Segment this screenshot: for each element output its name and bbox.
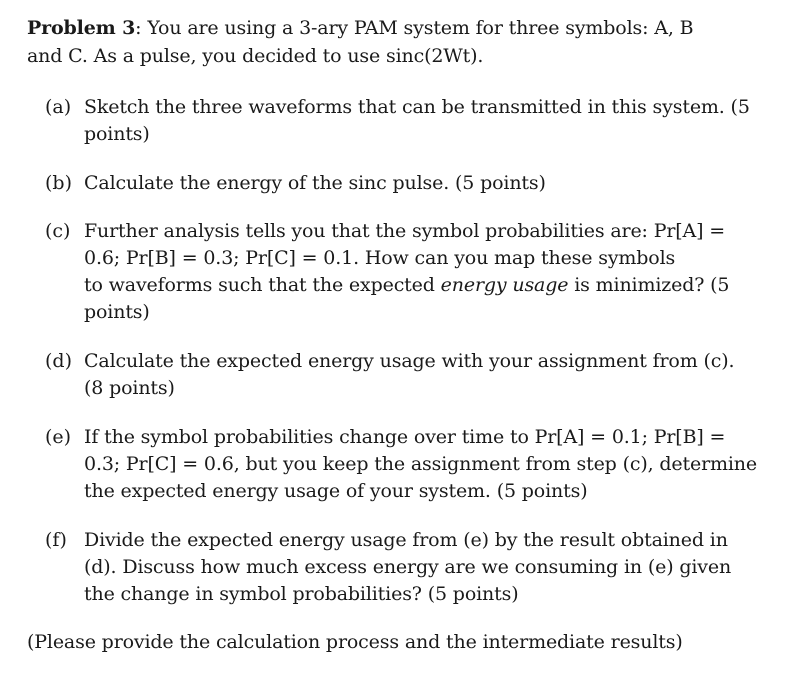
part-a-line-1: Sketch the three waveforms that can be transmitted in this system. (5: [84, 96, 750, 118]
part-e-label: (e): [45, 426, 72, 448]
part-c-label: (c): [45, 220, 71, 242]
part-c-line-3-start: to waveforms such that the expected: [84, 274, 435, 296]
part-f-line-3: the change in symbol probabilities? (5 points): [84, 583, 519, 605]
part-c-emphasis: energy usage: [440, 274, 569, 296]
part-a-line-2: points): [84, 123, 150, 145]
part-d-line-2: (8 points): [84, 377, 175, 399]
problem-title: Problem 3: [27, 17, 136, 39]
part-e-line-3: the expected energy usage of your system. (5 points): [84, 480, 588, 502]
problem-title-colon: :: [135, 17, 142, 39]
part-e-line-1: If the symbol probabilities change over time to Pr[A] = 0.1; Pr[B] =: [84, 426, 726, 448]
part-b-label: (b): [45, 172, 72, 194]
problem-intro-line-2: and C. As a pulse, you decided to use sinc(2Wt).: [27, 45, 484, 67]
part-c-line-4: points): [84, 301, 150, 323]
part-a-label: (a): [45, 96, 72, 118]
part-f-line-1: Divide the expected energy usage from (e) by the result obtained in: [84, 529, 728, 551]
part-d-label: (d): [45, 350, 72, 372]
part-c-line-1: Further analysis tells you that the symbol probabilities are: Pr[A] =: [84, 220, 726, 242]
problem-header: [27, 16, 693, 40]
part-d-line-1: Calculate the expected energy usage with your assignment from (c).: [84, 350, 735, 372]
part-c-line-3: [84, 273, 729, 297]
part-f-label: (f): [45, 529, 67, 551]
part-f-line-2: (d). Discuss how much excess energy are we consuming in (e) given: [84, 556, 732, 578]
footer-note: (Please provide the calculation process and the intermediate results): [27, 631, 683, 653]
problem-intro-line-1: You are using a 3-ary PAM system for three symbols: A, B: [147, 17, 694, 39]
part-c-line-3-end: is minimized? (5: [574, 274, 730, 296]
part-c-line-2: 0.6; Pr[B] = 0.3; Pr[C] = 0.1. How can you map these symbols: [84, 247, 676, 269]
part-b-line-1: Calculate the energy of the sinc pulse. (5 points): [84, 172, 546, 194]
part-e-line-2: 0.3; Pr[C] = 0.6, but you keep the assignment from step (c), determine: [84, 453, 757, 475]
